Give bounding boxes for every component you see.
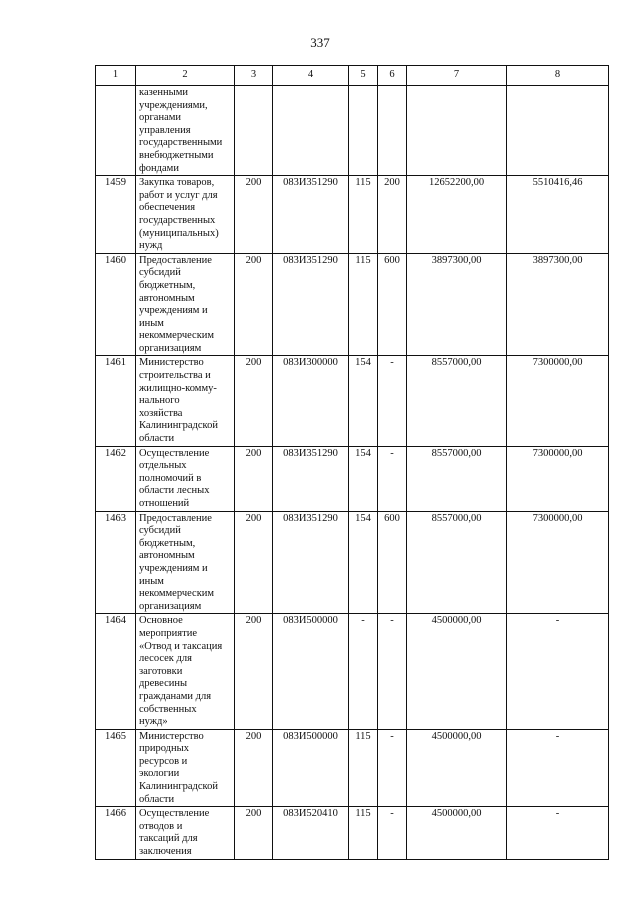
cell-col6: 600	[378, 253, 407, 356]
cell-col5	[349, 86, 378, 176]
cell-col8: 7300000,00	[507, 356, 609, 446]
cell-col7	[407, 86, 507, 176]
cell-col6: -	[378, 807, 407, 859]
column-header: 4	[273, 66, 349, 86]
cell-col3: 200	[235, 446, 273, 511]
cell-col6: -	[378, 729, 407, 807]
row-number: 1466	[96, 807, 136, 859]
cell-col3: 200	[235, 729, 273, 807]
cell-col6: -	[378, 356, 407, 446]
row-name-text: Осуществление отдельных полномочий в области лесных отношений	[139, 447, 210, 509]
row-name-text: казенными учреждениями, органами управления государственными внебюджетными фондами	[139, 87, 223, 174]
cell-col5: 154	[349, 356, 378, 446]
row-name	[136, 614, 235, 729]
table-row	[96, 511, 609, 614]
table-row	[96, 807, 609, 859]
column-header: 1	[96, 66, 136, 86]
cell-col3: 200	[235, 807, 273, 859]
cell-col5: 115	[349, 729, 378, 807]
cell-col8: -	[507, 614, 609, 729]
column-header: 6	[378, 66, 407, 86]
row-name	[136, 86, 235, 176]
cell-col3: 200	[235, 253, 273, 356]
cell-col8	[507, 86, 609, 176]
cell-col5: 115	[349, 176, 378, 254]
cell-col7: 4500000,00	[407, 807, 507, 859]
row-name	[136, 356, 235, 446]
cell-col6: 600	[378, 511, 407, 614]
cell-col8: 5510416,46	[507, 176, 609, 254]
cell-col5: 115	[349, 807, 378, 859]
cell-col8: -	[507, 729, 609, 807]
column-header: 5	[349, 66, 378, 86]
cell-col8: 3897300,00	[507, 253, 609, 356]
cell-col4: 083И351290	[273, 511, 349, 614]
cell-col7: 4500000,00	[407, 614, 507, 729]
column-header: 7	[407, 66, 507, 86]
cell-col4	[273, 86, 349, 176]
row-name	[136, 511, 235, 614]
row-name	[136, 176, 235, 254]
column-header: 3	[235, 66, 273, 86]
cell-col7: 8557000,00	[407, 446, 507, 511]
row-number: 1460	[96, 253, 136, 356]
row-name-text: Закупка товаров, работ и услуг для обеспечения государственных (муниципальных) нужд	[139, 177, 219, 252]
table-row	[96, 86, 609, 176]
row-name	[136, 253, 235, 356]
table-row	[96, 614, 609, 729]
row-name	[136, 729, 235, 807]
page-number: 337	[310, 35, 330, 50]
cell-col8: 7300000,00	[507, 511, 609, 614]
cell-col8: 7300000,00	[507, 446, 609, 511]
cell-col4: 083И351290	[273, 176, 349, 254]
row-number: 1464	[96, 614, 136, 729]
cell-col4: 083И500000	[273, 614, 349, 729]
cell-col5: 154	[349, 446, 378, 511]
cell-col4: 083И351290	[273, 446, 349, 511]
cell-col7: 12652200,00	[407, 176, 507, 254]
cell-col7: 4500000,00	[407, 729, 507, 807]
cell-col3: 200	[235, 614, 273, 729]
row-name-text: Осуществление отводов и таксаций для заключения	[139, 808, 210, 858]
cell-col7: 8557000,00	[407, 511, 507, 614]
table-row	[96, 176, 609, 254]
table-row	[96, 446, 609, 511]
cell-col8: -	[507, 807, 609, 859]
cell-col3	[235, 86, 273, 176]
cell-col4: 083И300000	[273, 356, 349, 446]
row-number: 1463	[96, 511, 136, 614]
cell-col4: 083И520410	[273, 807, 349, 859]
column-header: 2	[136, 66, 235, 86]
cell-col3: 200	[235, 356, 273, 446]
cell-col5: 115	[349, 253, 378, 356]
cell-col6: -	[378, 614, 407, 729]
cell-col3: 200	[235, 176, 273, 254]
cell-col5: -	[349, 614, 378, 729]
cell-col7: 3897300,00	[407, 253, 507, 356]
table-row	[96, 253, 609, 356]
row-name	[136, 807, 235, 859]
cell-col6: 200	[378, 176, 407, 254]
table-row	[96, 729, 609, 807]
row-name-text: Основное мероприятие «Отвод и таксация лесосек для заготовки древесины гражданами для собственных нужд»	[139, 615, 223, 728]
cell-col6	[378, 86, 407, 176]
row-number	[96, 86, 136, 176]
row-number: 1459	[96, 176, 136, 254]
row-number: 1461	[96, 356, 136, 446]
cell-col4: 083И351290	[273, 253, 349, 356]
row-name-text: Предоставление субсидий бюджетным, автономным учреждениям и иным некоммерческим организациям	[139, 512, 215, 612]
cell-col7: 8557000,00	[407, 356, 507, 446]
row-name	[136, 446, 235, 511]
row-name-text: Предоставление субсидий бюджетным, автономным учреждениям и иным некоммерческим организациям	[139, 254, 215, 354]
row-number: 1465	[96, 729, 136, 807]
cell-col3: 200	[235, 511, 273, 614]
table-header-row	[96, 66, 609, 86]
column-header: 8	[507, 66, 609, 86]
table-row	[96, 356, 609, 446]
budget-table	[95, 65, 609, 860]
row-number: 1462	[96, 446, 136, 511]
cell-col6: -	[378, 446, 407, 511]
row-name-text: Министерство строительства и жилищно-комму- нального хозяйства Калининградской области	[139, 357, 218, 445]
cell-col4: 083И500000	[273, 729, 349, 807]
row-name-text: Министерство природных ресурсов и экологии Калининградской области	[139, 730, 218, 805]
cell-col5: 154	[349, 511, 378, 614]
